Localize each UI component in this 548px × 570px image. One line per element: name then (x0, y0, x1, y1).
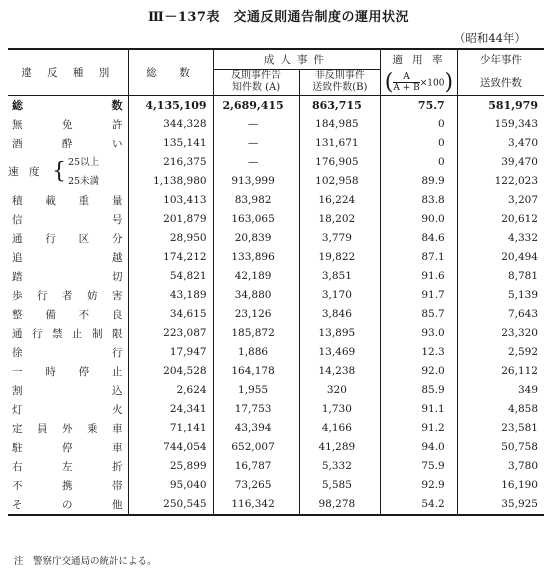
row-category: 徐 行 (12, 346, 123, 359)
footnote: 注 警察庁交通局の統計による。 (14, 556, 157, 567)
cell-total: 34,615 (129, 305, 213, 324)
header-adult-b-line2: 送致件数(B) (312, 82, 368, 94)
cell-total: 28,950 (129, 229, 213, 248)
cell-a: 73,265 (213, 476, 299, 495)
cell-rate: 0 (381, 134, 458, 153)
row-category (8, 153, 129, 191)
row-category: 総 数 (12, 99, 123, 112)
cell-b: 13,895 (299, 324, 381, 343)
cell-total: 43,189 (129, 286, 213, 305)
row-category: 一時停止 (12, 365, 123, 378)
cell-rate: 0 (381, 115, 458, 134)
cell-b: 3,851 (299, 267, 381, 286)
cell-a: 34,880 (213, 286, 299, 305)
cell-b: 5,332 (299, 457, 381, 476)
cell-rate: 92.0 (381, 362, 458, 381)
row-category: 灯 火 (12, 403, 123, 416)
table-row (8, 343, 544, 362)
cell-juvenile: 349 (457, 381, 544, 400)
table-row (8, 134, 544, 153)
table-body (8, 95, 544, 515)
table-title: Ⅲ－137表 交通反則通告制度の運用状況 (148, 10, 409, 25)
cell-a: 83,982 (213, 191, 299, 210)
brace-icon: { (52, 158, 66, 184)
cell-a: 2,689,415 (213, 95, 299, 115)
cell-b: 131,671 (299, 134, 381, 153)
header-total: 総 数 (129, 49, 213, 95)
cell-total: 201,879 (129, 210, 213, 229)
cell-a: 1,955 (213, 381, 299, 400)
cell-juvenile: 4,858 (457, 400, 544, 419)
header-juvenile-1: 少年事件 (457, 49, 544, 70)
cell-b: 14,238 (299, 362, 381, 381)
header-rate-label: 適 用 率 (381, 49, 458, 70)
cell-a: 164,178 (213, 362, 299, 381)
table-row (8, 457, 544, 476)
header-adult-b (299, 70, 381, 96)
table-row (8, 495, 544, 515)
table-row (8, 210, 544, 229)
cell-b: 16,224 (299, 191, 381, 210)
row-category: 信 号 (12, 213, 123, 226)
table-row (8, 248, 544, 267)
row-category: 追 越 (12, 251, 123, 264)
cell-rate: 91.6 (381, 267, 458, 286)
cell-b: 19,822 (299, 248, 381, 267)
cell-rate: 90.0 (381, 210, 458, 229)
header-adult-a-line1: 反則事件告 (231, 70, 282, 82)
cell-b: 4,166 (299, 419, 381, 438)
header-adult-b-line1: 非反則事件 (314, 70, 365, 82)
cell-a: 43,394 (213, 419, 299, 438)
cell-total: 4,135,109 (129, 95, 213, 115)
cell-juvenile: 20,494 (457, 248, 544, 267)
cell-juvenile: 581,979 (457, 95, 544, 115)
row-category: 割 込 (12, 384, 123, 397)
row-category: 踏 切 (12, 270, 123, 283)
cell-a: 913,999 (213, 172, 299, 191)
cell-a: 116,342 (213, 495, 299, 515)
table-row (8, 400, 544, 419)
cell-b: 863,715 (299, 95, 381, 115)
rate-multiplier: ×100 (419, 78, 445, 88)
cell-rate: 0 (381, 153, 458, 172)
table-row (8, 115, 544, 134)
table-row (8, 153, 544, 172)
cell-a: 20,839 (213, 229, 299, 248)
cell-a: 42,189 (213, 267, 299, 286)
cell-b: 3,846 (299, 305, 381, 324)
table-row (8, 362, 544, 381)
cell-b: 176,905 (299, 153, 381, 172)
cell-b: 1,730 (299, 400, 381, 419)
cell-juvenile: 2,592 (457, 343, 544, 362)
cell-b: 98,278 (299, 495, 381, 515)
cell-juvenile: 26,112 (457, 362, 544, 381)
cell-total: 25,899 (129, 457, 213, 476)
table-row (8, 286, 544, 305)
cell-juvenile: 50,758 (457, 438, 544, 457)
header-category: 違 反 種 別 (8, 49, 129, 95)
cell-total: 71,141 (129, 419, 213, 438)
cell-juvenile: 8,781 (457, 267, 544, 286)
cell-a: 23,126 (213, 305, 299, 324)
row-category: 駐停車 (12, 441, 123, 454)
paren-open: ( (384, 69, 394, 95)
table-row (8, 438, 544, 457)
cell-b: 41,289 (299, 438, 381, 457)
cell-b: 3,170 (299, 286, 381, 305)
header-juvenile-2: 送致件数 (457, 70, 544, 96)
cell-a: — (213, 115, 299, 134)
cell-rate: 91.7 (381, 286, 458, 305)
cell-a: 185,872 (213, 324, 299, 343)
statistics-table (8, 48, 544, 516)
cell-a: 652,007 (213, 438, 299, 457)
cell-total: 135,141 (129, 134, 213, 153)
cell-b: 3,779 (299, 229, 381, 248)
cell-b: 320 (299, 381, 381, 400)
cell-rate: 94.0 (381, 438, 458, 457)
table-row (8, 324, 544, 343)
cell-rate: 84.6 (381, 229, 458, 248)
era-label: （昭和44年） (453, 31, 526, 45)
cell-rate: 92.9 (381, 476, 458, 495)
cell-a: 1,886 (213, 343, 299, 362)
speed-sub-label: 25以上 (68, 156, 100, 168)
cell-total: 103,413 (129, 191, 213, 210)
rate-denominator: A + B (393, 82, 420, 93)
header-adult-a-line2: 知件数 (A) (231, 82, 281, 94)
cell-a: — (213, 153, 299, 172)
cell-rate: 91.1 (381, 400, 458, 419)
cell-juvenile: 3,470 (457, 134, 544, 153)
row-category: 通行禁止制限 (12, 327, 123, 340)
cell-juvenile: 23,320 (457, 324, 544, 343)
row-category: 無 免 許 (12, 118, 123, 131)
row-category: 整備不良 (12, 308, 123, 321)
cell-b: 13,469 (299, 343, 381, 362)
cell-juvenile: 122,023 (457, 172, 544, 191)
row-category: その他 (12, 498, 123, 511)
cell-rate: 54.2 (381, 495, 458, 515)
row-category: 通行区分 (12, 232, 123, 245)
cell-rate: 89.9 (381, 172, 458, 191)
cell-total: 24,341 (129, 400, 213, 419)
header-rate-formula (381, 70, 458, 96)
cell-total: 95,040 (129, 476, 213, 495)
cell-total: 223,087 (129, 324, 213, 343)
cell-total: 17,947 (129, 343, 213, 362)
cell-total: 2,624 (129, 381, 213, 400)
cell-rate: 75.7 (381, 95, 458, 115)
table-row (8, 381, 544, 400)
cell-rate: 83.8 (381, 191, 458, 210)
cell-rate: 93.0 (381, 324, 458, 343)
cell-total: 54,821 (129, 267, 213, 286)
cell-rate: 12.3 (381, 343, 458, 362)
speed-sub-label: 25未満 (68, 175, 100, 187)
cell-a: — (213, 134, 299, 153)
rate-numerator: A (393, 72, 419, 83)
cell-rate: 91.2 (381, 419, 458, 438)
rate-fraction (393, 72, 419, 93)
table-row (8, 229, 544, 248)
cell-juvenile: 7,643 (457, 305, 544, 324)
table-row (8, 267, 544, 286)
cell-a: 16,787 (213, 457, 299, 476)
cell-rate: 87.1 (381, 248, 458, 267)
row-category: 不携帯 (12, 479, 123, 492)
table-row (8, 95, 544, 115)
cell-b: 5,585 (299, 476, 381, 495)
cell-total: 744,054 (129, 438, 213, 457)
paren-close: ) (444, 69, 454, 95)
row-category: 右左折 (12, 460, 123, 473)
cell-b: 18,202 (299, 210, 381, 229)
cell-juvenile: 35,925 (457, 495, 544, 515)
header-adult-a (213, 70, 299, 96)
table-row (8, 419, 544, 438)
cell-a: 17,753 (213, 400, 299, 419)
row-category: 歩行者妨害 (12, 289, 123, 302)
cell-total: 250,545 (129, 495, 213, 515)
cell-juvenile: 3,207 (457, 191, 544, 210)
cell-juvenile: 159,343 (457, 115, 544, 134)
cell-rate: 85.7 (381, 305, 458, 324)
cell-total: 174,212 (129, 248, 213, 267)
cell-a: 133,896 (213, 248, 299, 267)
cell-total: 1,138,980 (129, 172, 213, 191)
table-row (8, 476, 544, 495)
cell-rate: 75.9 (381, 457, 458, 476)
cell-juvenile: 23,581 (457, 419, 544, 438)
cell-a: 163,065 (213, 210, 299, 229)
cell-juvenile: 5,139 (457, 286, 544, 305)
table-row (8, 305, 544, 324)
cell-total: 344,328 (129, 115, 213, 134)
row-category: 酒 酔 い (12, 137, 123, 150)
cell-juvenile: 20,612 (457, 210, 544, 229)
header-adult-group: 成人事件 (213, 49, 381, 70)
cell-juvenile: 39,470 (457, 153, 544, 172)
cell-juvenile: 3,780 (457, 457, 544, 476)
cell-b: 102,958 (299, 172, 381, 191)
cell-total: 216,375 (129, 153, 213, 172)
row-category: 積載重量 (12, 194, 123, 207)
table-row (8, 191, 544, 210)
cell-total: 204,528 (129, 362, 213, 381)
speed-group-label: 速 度 (8, 166, 40, 178)
row-category: 定員外乗車 (12, 422, 123, 435)
cell-juvenile: 4,332 (457, 229, 544, 248)
cell-rate: 85.9 (381, 381, 458, 400)
cell-juvenile: 16,190 (457, 476, 544, 495)
cell-b: 184,985 (299, 115, 381, 134)
